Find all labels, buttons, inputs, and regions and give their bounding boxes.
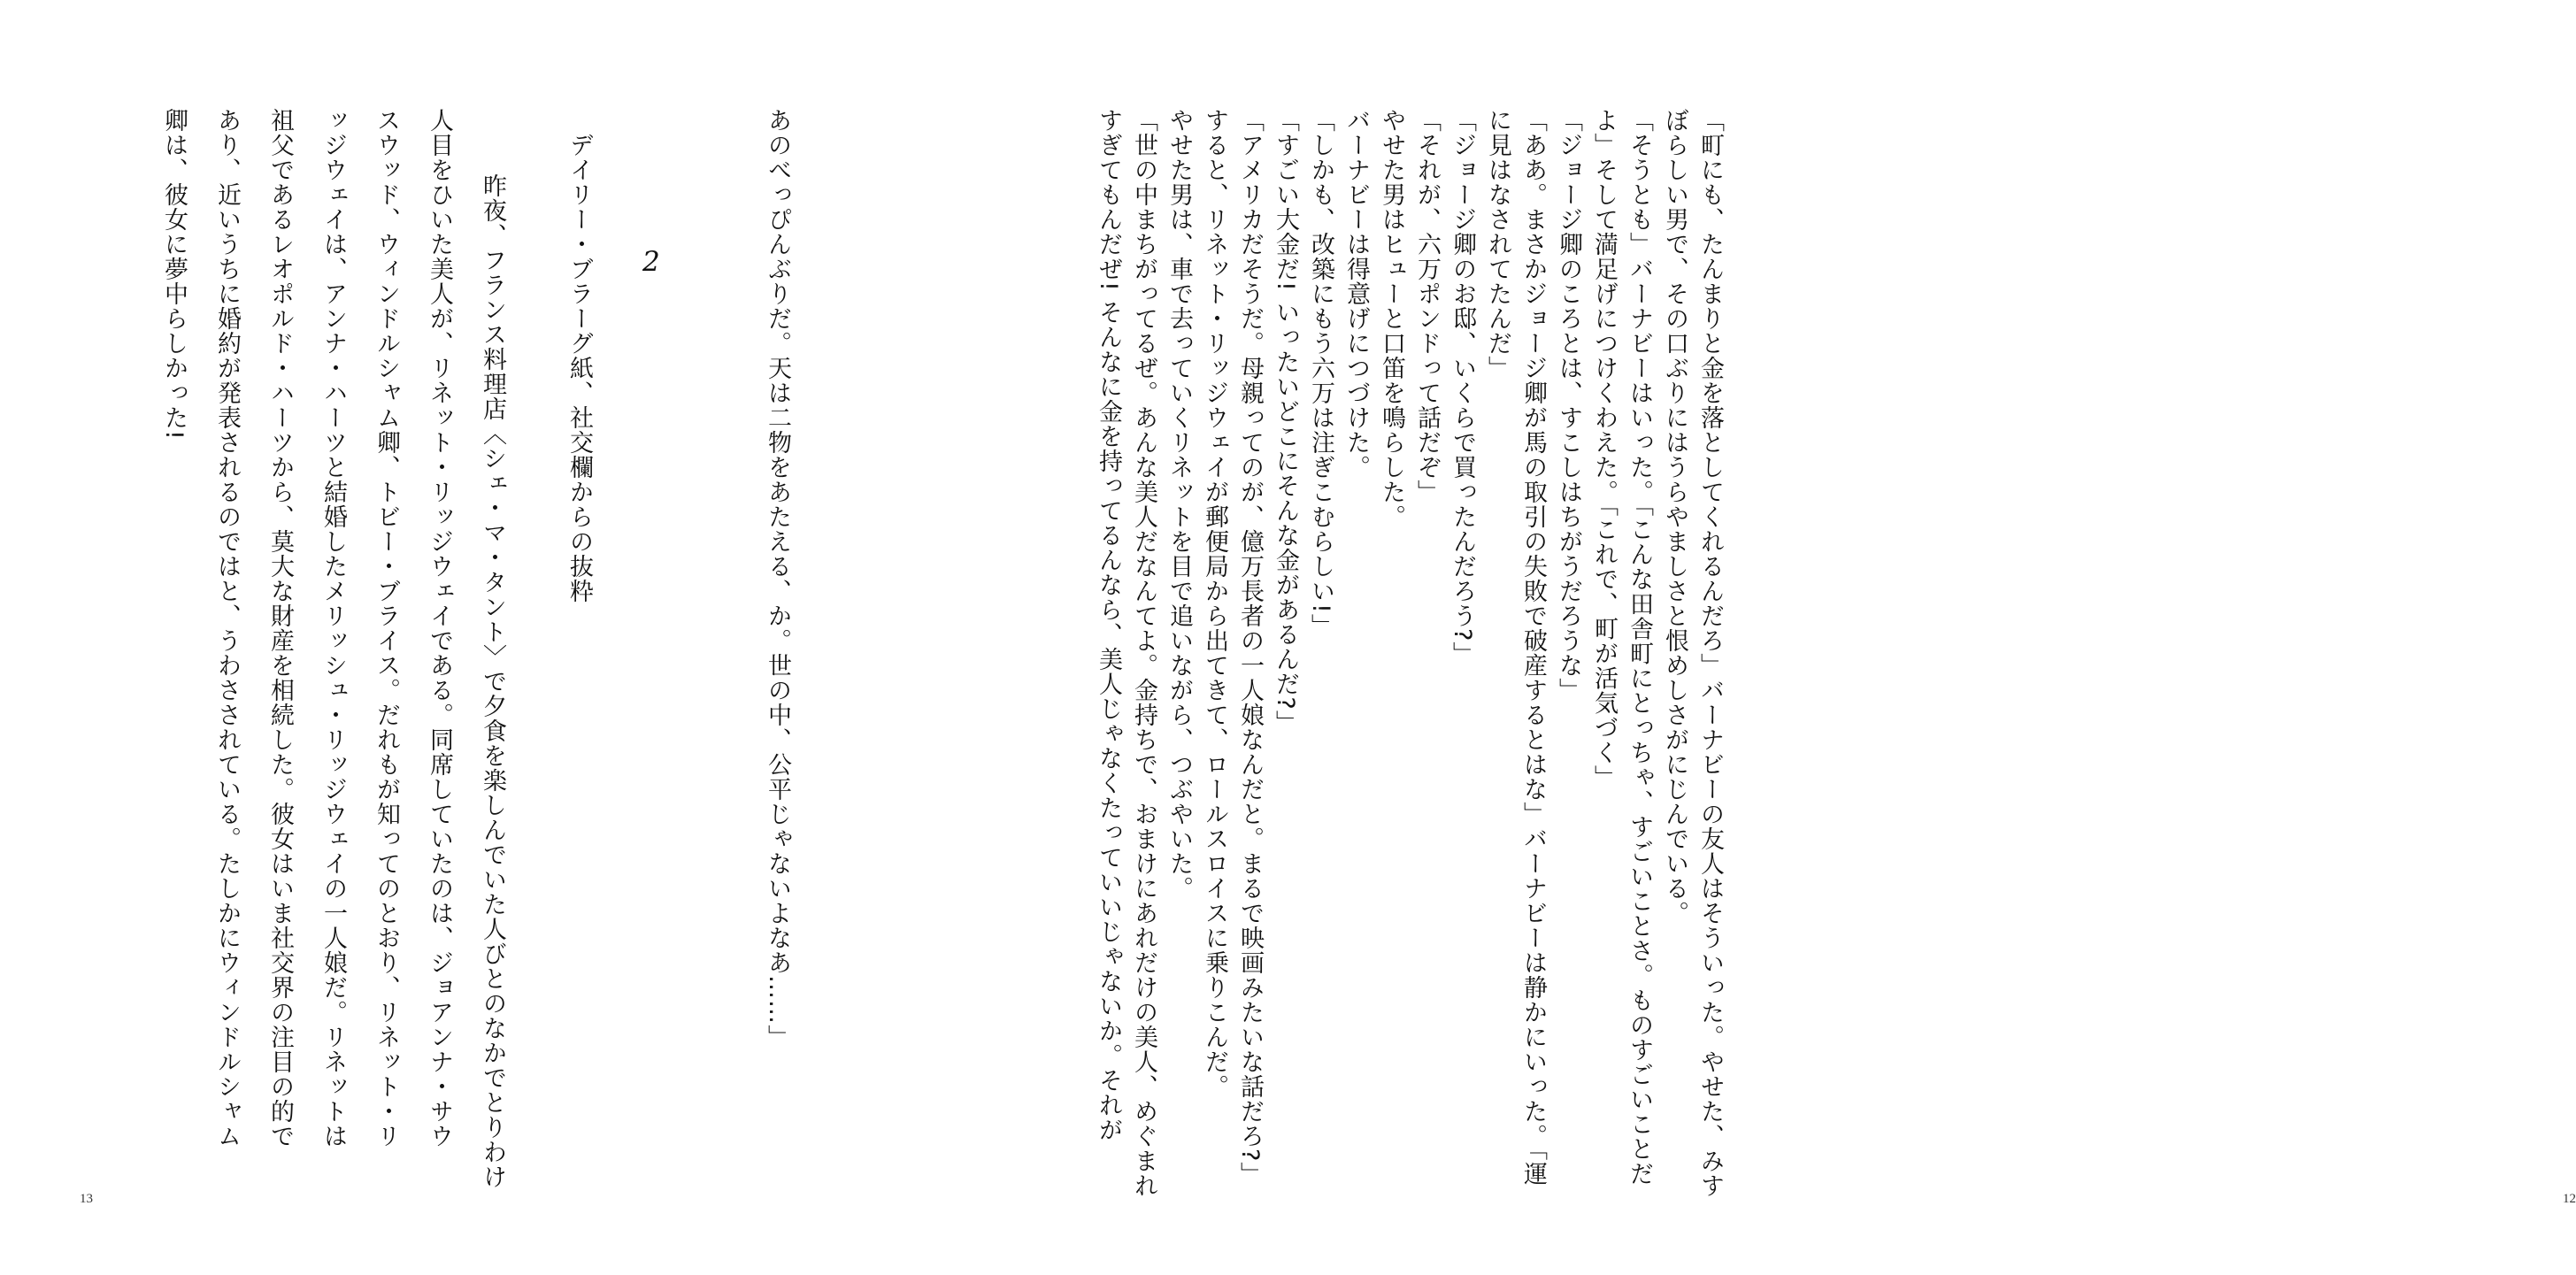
text-line: 昨夜、フランス料理店〈シェ・マ・タント〉で夕食を楽しんでいた人びとのなかでとりわけ	[479, 173, 506, 1189]
text-line: 「ああ。まさかジョージ卿が馬の取引の失敗で破産するとはな」バーナビーは静かにいった。「運	[1519, 108, 1547, 1187]
text-line: あり、近いうちに婚約が発表されるのではと、うわさされている。たしかにウィンドルシャム	[213, 108, 241, 1148]
section-number: 2	[642, 246, 660, 278]
text-line: 「すごい大金だ! いったいどこにそんな金があるんだ?」	[1272, 108, 1299, 735]
text-line: ッジウェイは、アンナ・ハーツと結婚したメリッシュ・リッジウェイの一人娘だ。リネットは	[319, 108, 347, 1148]
text-line: 人目をひいた美人が、リネット・リッジウェイである。同席していたのは、ジョアンナ・サウ	[426, 108, 453, 1148]
text-line: スウッド、ウィンドルシャム卿、トビー・ブライス。だれもが知ってのとおり、リネット・リ	[373, 108, 400, 1148]
text-line: ぼらしい男で、その口ぶりにはうらやましさと恨めしさがにじんでいる。	[1661, 108, 1688, 926]
continuation-line: あのべっぴんぶりだ。天は二物をあたえる、か。世の中、公平じゃないよなあ……」	[764, 108, 791, 1049]
text-line: よ」そして満足げにつけくわえた。「これで、町が活気づく」	[1590, 108, 1618, 790]
text-line: 「アメリカだそうだ。母親ってのが、億万長者の一人娘なんだと。まるで映画みたいな話だろ?」	[1236, 108, 1264, 1187]
page-number: 12	[2563, 1192, 2576, 1206]
text-line: 祖父であるレオポルド・ハーツから、莫大な財産を相続した。彼女はいま社交界の注目の的で	[266, 108, 294, 1148]
left-page	[0, 0, 885, 1275]
text-line: すると、リネット・リッジウェイが郵便局から出てきて、ロールスロイスに乗りこんだ。	[1201, 108, 1228, 1099]
text-line: 「町にも、たんまりと金を落としてくれるんだろ」バーナビーの友人はそういった。やせた、みす	[1696, 108, 1724, 1198]
text-line: バーナビーは得意げにつづけた。	[1342, 108, 1370, 480]
page-number: 13	[80, 1192, 93, 1206]
text-line: やせた男は、車で去っていくリネットを目で追いながら、つぶやいた。	[1165, 108, 1193, 901]
text-line: 卿は、彼女に夢中らしかった!	[160, 108, 188, 441]
text-line: 「世の中まちがってるぜ。あんな美人だなんてよ。金持ちで、おまけにあれだけの美人、めぐまれ	[1130, 108, 1157, 1198]
text-line: すぎてもんだぜ! そんなに金を持ってるんなら、美人じゃなくたっていいじゃないか。それが	[1095, 108, 1122, 1143]
text-line: 「ジョージ卿のお邸、いくらで買ったんだろう?」	[1449, 108, 1476, 667]
section-heading: デイリー・ブラーグ紙、社交欄からの抜粋	[565, 133, 593, 603]
text-line: 「そうとも」バーナビーはいった。「こんな田舎町にとっちゃ、すごいことさ。ものすごいことだ	[1626, 108, 1653, 1187]
text-line: 「ジョージ卿のころとは、すこしはちがうだろうな」	[1555, 108, 1582, 703]
text-line: 「それが、六万ポンドって話だぞ」	[1413, 108, 1441, 504]
text-line: に見はなされてたんだ」	[1484, 108, 1511, 380]
right-page	[885, 0, 2576, 1275]
text-line: やせた男はヒューと口笛を鳴らした。	[1378, 108, 1405, 529]
text-line: 「しかも、改築にもう六万は注ぎこむらしい!」	[1307, 108, 1334, 639]
